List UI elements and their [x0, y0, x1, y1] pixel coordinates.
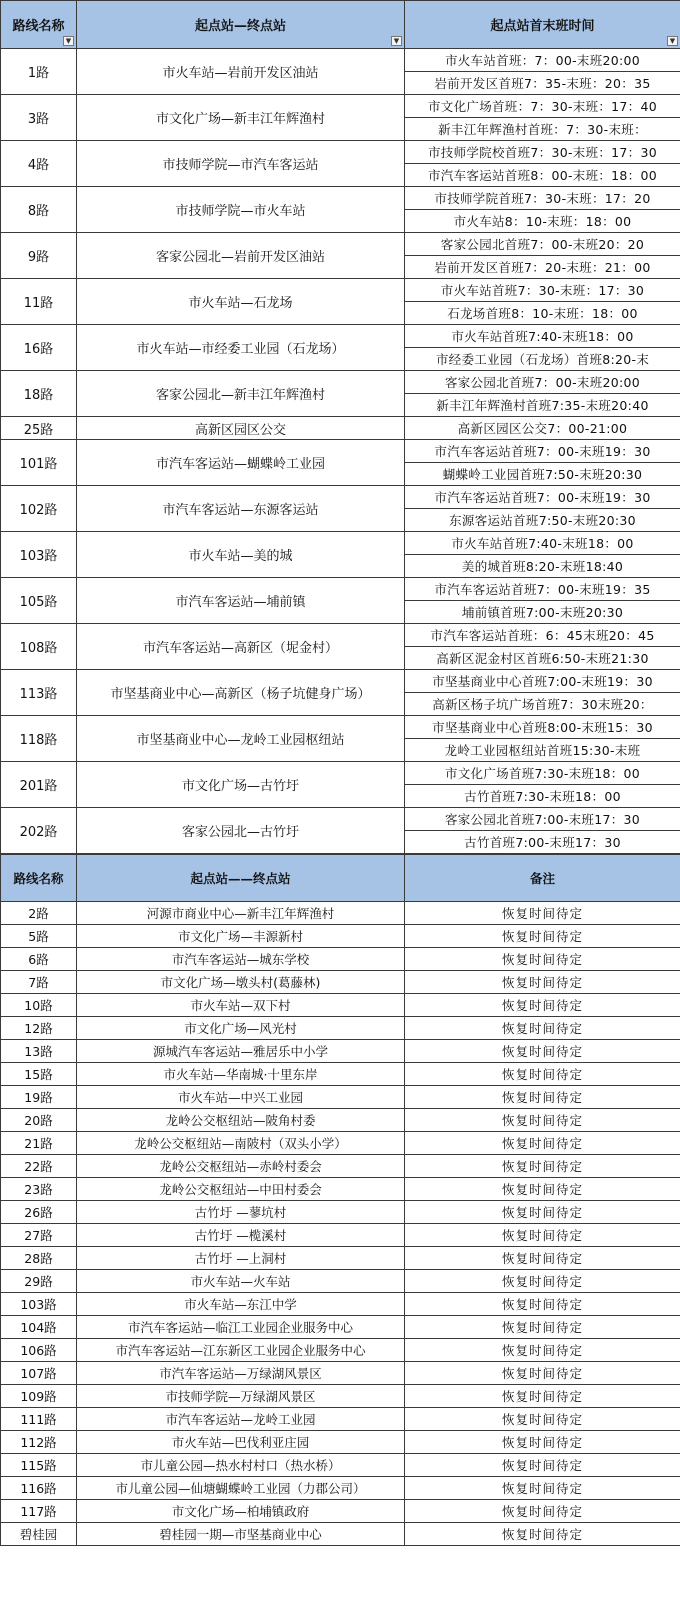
stations-cell: 市火车站—石龙场: [77, 279, 405, 325]
route-name-cell: 26路: [1, 1201, 77, 1224]
route-name-cell: 8路: [1, 187, 77, 233]
time-cell: 岩前开发区首班7：20-末班：21：00: [405, 256, 680, 279]
stations-cell: 市文化广场—柏埔镇政府: [77, 1500, 405, 1523]
table-row: [1, 716, 680, 739]
table-row: [1, 1500, 680, 1523]
stations-cell: 市儿童公园—仙塘蝴蝶岭工业园（力郡公司）: [77, 1477, 405, 1500]
route-name-cell: 5路: [1, 925, 77, 948]
table-row: [1, 1362, 680, 1385]
remark-cell: 恢复时间待定: [405, 971, 680, 994]
route-name-cell: 19路: [1, 1086, 77, 1109]
stations-cell: 市技师学院—市火车站: [77, 187, 405, 233]
route-name-cell: 202路: [1, 808, 77, 854]
remark-cell: 恢复时间待定: [405, 1132, 680, 1155]
table-row: [1, 1132, 680, 1155]
filter-dropdown-icon[interactable]: ▼: [63, 36, 74, 46]
suspended-header-row: [1, 855, 680, 902]
stations-cell: 市火车站—双下村: [77, 994, 405, 1017]
time-cell: 市文化广场首班7:30-末班18：00: [405, 762, 680, 785]
route-name-cell: 103路: [1, 1293, 77, 1316]
times-header: 起点站首末班时间 ▼: [405, 1, 680, 49]
stations-cell: 市火车站—岩前开发区油站: [77, 49, 405, 95]
stations-cell: 客家公园北—古竹圩: [77, 808, 405, 854]
table-row: [1, 902, 680, 925]
remark-cell: 恢复时间待定: [405, 925, 680, 948]
remark-cell: 恢复时间待定: [405, 1523, 680, 1546]
stations-header: 起点站——终点站: [77, 855, 405, 902]
stations-cell: 市文化广场—风光村: [77, 1017, 405, 1040]
time-cell: 埔前镇首班7:00-末班20:30: [405, 601, 680, 624]
route-name-cell: 22路: [1, 1155, 77, 1178]
remark-cell: 恢复时间待定: [405, 1247, 680, 1270]
table-row: [1, 325, 680, 348]
stations-cell: 古竹圩 —蓼坑村: [77, 1201, 405, 1224]
stations-cell: 客家公园北—岩前开发区油站: [77, 233, 405, 279]
route-name-cell: 15路: [1, 1063, 77, 1086]
stations-cell: 碧桂园一期—市坚基商业中心: [77, 1523, 405, 1546]
time-cell: 美的城首班8:20-末班18:40: [405, 555, 680, 578]
time-cell: 市坚基商业中心首班7:00-末班19：30: [405, 670, 680, 693]
remark-cell: 恢复时间待定: [405, 1040, 680, 1063]
stations-cell: 市汽车客运站—万绿湖风景区: [77, 1362, 405, 1385]
stations-cell: 古竹圩 —榄溪村: [77, 1224, 405, 1247]
stations-cell: 市文化广场—古竹圩: [77, 762, 405, 808]
stations-cell: 市坚基商业中心—高新区（杨子坑健身广场）: [77, 670, 405, 716]
table-row: [1, 1086, 680, 1109]
time-cell: 市火车站首班7：30-末班：17：30: [405, 279, 680, 302]
table-row: [1, 49, 680, 72]
stations-cell: 市火车站—东江中学: [77, 1293, 405, 1316]
table-row: [1, 1339, 680, 1362]
time-cell: 高新区泥金村区首班6:50-末班21:30: [405, 647, 680, 670]
table-row: [1, 1155, 680, 1178]
route-name-cell: 201路: [1, 762, 77, 808]
stations-cell: 市汽车客运站—蝴蝶岭工业园: [77, 440, 405, 486]
route-name-cell: 11路: [1, 279, 77, 325]
time-cell: 市汽车客运站首班8：00-末班：18：00: [405, 164, 680, 187]
time-cell: 新丰江年辉渔村首班7:35-末班20:40: [405, 394, 680, 417]
table-row: [1, 1224, 680, 1247]
time-cell: 龙岭工业园枢纽站首班15:30-末班: [405, 739, 680, 762]
table-row: [1, 1523, 680, 1546]
route-name-cell: 3路: [1, 95, 77, 141]
table-row: [1, 578, 680, 601]
remark-cell: 恢复时间待定: [405, 1063, 680, 1086]
stations-cell: 龙岭公交枢纽站—南陂村（双头小学）: [77, 1132, 405, 1155]
filter-dropdown-icon[interactable]: ▼: [391, 36, 402, 46]
route-name-cell: 18路: [1, 371, 77, 417]
table-row: [1, 1408, 680, 1431]
stations-header: 起点站—终点站 ▼: [77, 1, 405, 49]
route-name-cell: 21路: [1, 1132, 77, 1155]
table-row: [1, 1201, 680, 1224]
route-name-cell: 109路: [1, 1385, 77, 1408]
time-cell: 市火车站首班7:40-末班18：00: [405, 532, 680, 555]
stations-cell: 市汽车客运站—临江工业园企业服务中心: [77, 1316, 405, 1339]
time-cell: 市汽车客运站首班：6：45末班20：45: [405, 624, 680, 647]
route-name-cell: 16路: [1, 325, 77, 371]
remark-cell: 恢复时间待定: [405, 1017, 680, 1040]
route-name-cell: 29路: [1, 1270, 77, 1293]
table-row: [1, 486, 680, 509]
route-name-header: 路线名称 ▼: [1, 1, 77, 49]
table-row: [1, 1040, 680, 1063]
stations-cell: 市汽车客运站—东源客运站: [77, 486, 405, 532]
time-cell: 市汽车客运站首班7：00-末班19：30: [405, 486, 680, 509]
route-name-cell: 102路: [1, 486, 77, 532]
route-name-cell: 101路: [1, 440, 77, 486]
table-row: [1, 187, 680, 210]
stations-cell: 市汽车客运站—城东学校: [77, 948, 405, 971]
table-row: [1, 532, 680, 555]
remark-cell: 恢复时间待定: [405, 1109, 680, 1132]
remark-cell: 恢复时间待定: [405, 902, 680, 925]
route-name-cell: 27路: [1, 1224, 77, 1247]
route-name-cell: 115路: [1, 1454, 77, 1477]
time-cell: 市技师学院校首班7：30-末班：17：30: [405, 141, 680, 164]
table-row: [1, 141, 680, 164]
time-cell: 市文化广场首班：7：30-末班：17：40: [405, 95, 680, 118]
time-cell: 客家公园北首班7：00-末班20:00: [405, 371, 680, 394]
stations-cell: 龙岭公交枢纽站—陂角村委: [77, 1109, 405, 1132]
table-row: [1, 948, 680, 971]
table-row: [1, 1109, 680, 1132]
remark-cell: 恢复时间待定: [405, 1500, 680, 1523]
route-name-cell: 4路: [1, 141, 77, 187]
time-cell: 市经委工业园（石龙场）首班8:20-末: [405, 348, 680, 371]
route-name-cell: 碧桂园: [1, 1523, 77, 1546]
route-name-cell: 118路: [1, 716, 77, 762]
stations-cell: 市文化广场—丰源新村: [77, 925, 405, 948]
stations-cell: 龙岭公交枢纽站—中田村委会: [77, 1178, 405, 1201]
time-cell: 市坚基商业中心首班8:00-末班15：30: [405, 716, 680, 739]
remark-cell: 恢复时间待定: [405, 1362, 680, 1385]
stations-cell: 客家公园北—新丰江年辉渔村: [77, 371, 405, 417]
table-row: [1, 1477, 680, 1500]
time-cell: 市火车站8：10-末班：18：00: [405, 210, 680, 233]
time-cell: 新丰江年辉渔村首班：7：30-末班：: [405, 118, 680, 141]
table-row: [1, 1178, 680, 1201]
route-name-cell: 23路: [1, 1178, 77, 1201]
table-row: [1, 925, 680, 948]
route-name-header: 路线名称: [1, 855, 77, 902]
time-cell: 古竹首班7:00-末班17：30: [405, 831, 680, 854]
time-cell: 客家公园北首班7：00-末班20：20: [405, 233, 680, 256]
table-row: [1, 971, 680, 994]
stations-cell: 市火车站—巴伐利亚庄园: [77, 1431, 405, 1454]
route-name-cell: 107路: [1, 1362, 77, 1385]
remark-cell: 恢复时间待定: [405, 1293, 680, 1316]
stations-cell: 市汽车客运站—高新区（坭金村）: [77, 624, 405, 670]
time-cell: 市技师学院首班7：30-末班：17：20: [405, 187, 680, 210]
route-name-cell: 7路: [1, 971, 77, 994]
time-cell: 高新区园区公交7：00-21:00: [405, 417, 680, 440]
route-name-cell: 6路: [1, 948, 77, 971]
filter-dropdown-icon[interactable]: ▼: [667, 36, 678, 46]
route-name-cell: 113路: [1, 670, 77, 716]
table-row: [1, 1063, 680, 1086]
route-name-cell: 111路: [1, 1408, 77, 1431]
time-cell: 岩前开发区首班7：35-末班：20：35: [405, 72, 680, 95]
remark-cell: 恢复时间待定: [405, 1178, 680, 1201]
remark-cell: 恢复时间待定: [405, 1155, 680, 1178]
remark-header: 备注: [405, 855, 680, 902]
stations-cell: 市文化广场—墩头村(葛藤林): [77, 971, 405, 994]
table-row: [1, 624, 680, 647]
route-name-cell: 28路: [1, 1247, 77, 1270]
table-row: [1, 762, 680, 785]
stations-cell: 市汽车客运站—江东新区工业园企业服务中心: [77, 1339, 405, 1362]
stations-cell: 龙岭公交枢纽站—赤岭村委会: [77, 1155, 405, 1178]
route-name-cell: 10路: [1, 994, 77, 1017]
remark-cell: 恢复时间待定: [405, 1408, 680, 1431]
stations-cell: 市儿童公园—热水村村口（热水桥）: [77, 1454, 405, 1477]
remark-cell: 恢复时间待定: [405, 1339, 680, 1362]
remark-cell: 恢复时间待定: [405, 1454, 680, 1477]
time-cell: 市火车站首班7:40-末班18：00: [405, 325, 680, 348]
stations-cell: 市文化广场—新丰江年辉渔村: [77, 95, 405, 141]
stations-cell: 源城汽车客运站—雅居乐中小学: [77, 1040, 405, 1063]
table-row: [1, 440, 680, 463]
schedule-header-row: [1, 1, 680, 49]
table-row: [1, 1293, 680, 1316]
stations-cell: 市火车站—火车站: [77, 1270, 405, 1293]
table-row: [1, 1431, 680, 1454]
remark-cell: 恢复时间待定: [405, 1270, 680, 1293]
route-name-cell: 2路: [1, 902, 77, 925]
table-row: [1, 670, 680, 693]
remark-cell: 恢复时间待定: [405, 948, 680, 971]
stations-cell: 市汽车客运站—龙岭工业园: [77, 1408, 405, 1431]
route-name-cell: 106路: [1, 1339, 77, 1362]
table-row: [1, 1270, 680, 1293]
route-name-cell: 20路: [1, 1109, 77, 1132]
stations-cell: 河源市商业中心—新丰江年辉渔村: [77, 902, 405, 925]
remark-cell: 恢复时间待定: [405, 1086, 680, 1109]
time-cell: 蝴蝶岭工业园首班7:50-末班20:30: [405, 463, 680, 486]
time-cell: 市汽车客运站首班7：00-末班19：30: [405, 440, 680, 463]
remark-cell: 恢复时间待定: [405, 1224, 680, 1247]
table-row: [1, 233, 680, 256]
time-cell: 客家公园北首班7:00-末班17：30: [405, 808, 680, 831]
table-row: [1, 417, 680, 440]
stations-cell: 市汽车客运站—埔前镇: [77, 578, 405, 624]
route-name-cell: 108路: [1, 624, 77, 670]
route-name-cell: 12路: [1, 1017, 77, 1040]
suspended-routes-table: [0, 854, 680, 1546]
route-name-cell: 1路: [1, 49, 77, 95]
remark-cell: 恢复时间待定: [405, 1431, 680, 1454]
stations-cell: 市技师学院—市汽车客运站: [77, 141, 405, 187]
table-row: [1, 371, 680, 394]
route-name-cell: 112路: [1, 1431, 77, 1454]
time-cell: 市火车站首班：7：00-末班20:00: [405, 49, 680, 72]
route-name-cell: 25路: [1, 417, 77, 440]
table-row: [1, 1247, 680, 1270]
table-row: [1, 279, 680, 302]
stations-cell: 高新区园区公交: [77, 417, 405, 440]
time-cell: 市汽车客运站首班7：00-末班19：35: [405, 578, 680, 601]
time-cell: 古竹首班7:30-末班18：00: [405, 785, 680, 808]
remark-cell: 恢复时间待定: [405, 994, 680, 1017]
table-row: [1, 1385, 680, 1408]
table-row: [1, 95, 680, 118]
route-name-cell: 116路: [1, 1477, 77, 1500]
route-name-cell: 117路: [1, 1500, 77, 1523]
route-name-cell: 13路: [1, 1040, 77, 1063]
stations-cell: 市火车站—中兴工业园: [77, 1086, 405, 1109]
route-name-cell: 104路: [1, 1316, 77, 1339]
route-name-cell: 105路: [1, 578, 77, 624]
stations-cell: 市坚基商业中心—龙岭工业园枢纽站: [77, 716, 405, 762]
table-row: [1, 1454, 680, 1477]
time-cell: 东源客运站首班7:50-末班20:30: [405, 509, 680, 532]
remark-cell: 恢复时间待定: [405, 1385, 680, 1408]
time-cell: 石龙场首班8：10-末班：18：00: [405, 302, 680, 325]
table-row: [1, 1316, 680, 1339]
remark-cell: 恢复时间待定: [405, 1477, 680, 1500]
route-name-cell: 9路: [1, 233, 77, 279]
stations-cell: 古竹圩 —上洞村: [77, 1247, 405, 1270]
remark-cell: 恢复时间待定: [405, 1201, 680, 1224]
table-row: [1, 994, 680, 1017]
remark-cell: 恢复时间待定: [405, 1316, 680, 1339]
stations-cell: 市火车站—华南城·十里东岸: [77, 1063, 405, 1086]
stations-cell: 市技师学院—万绿湖风景区: [77, 1385, 405, 1408]
stations-cell: 市火车站—美的城: [77, 532, 405, 578]
route-name-cell: 103路: [1, 532, 77, 578]
table-row: [1, 808, 680, 831]
time-cell: 高新区杨子坑广场首班7：30末班20：: [405, 693, 680, 716]
stations-cell: 市火车站—市经委工业园（石龙场）: [77, 325, 405, 371]
table-row: [1, 1017, 680, 1040]
